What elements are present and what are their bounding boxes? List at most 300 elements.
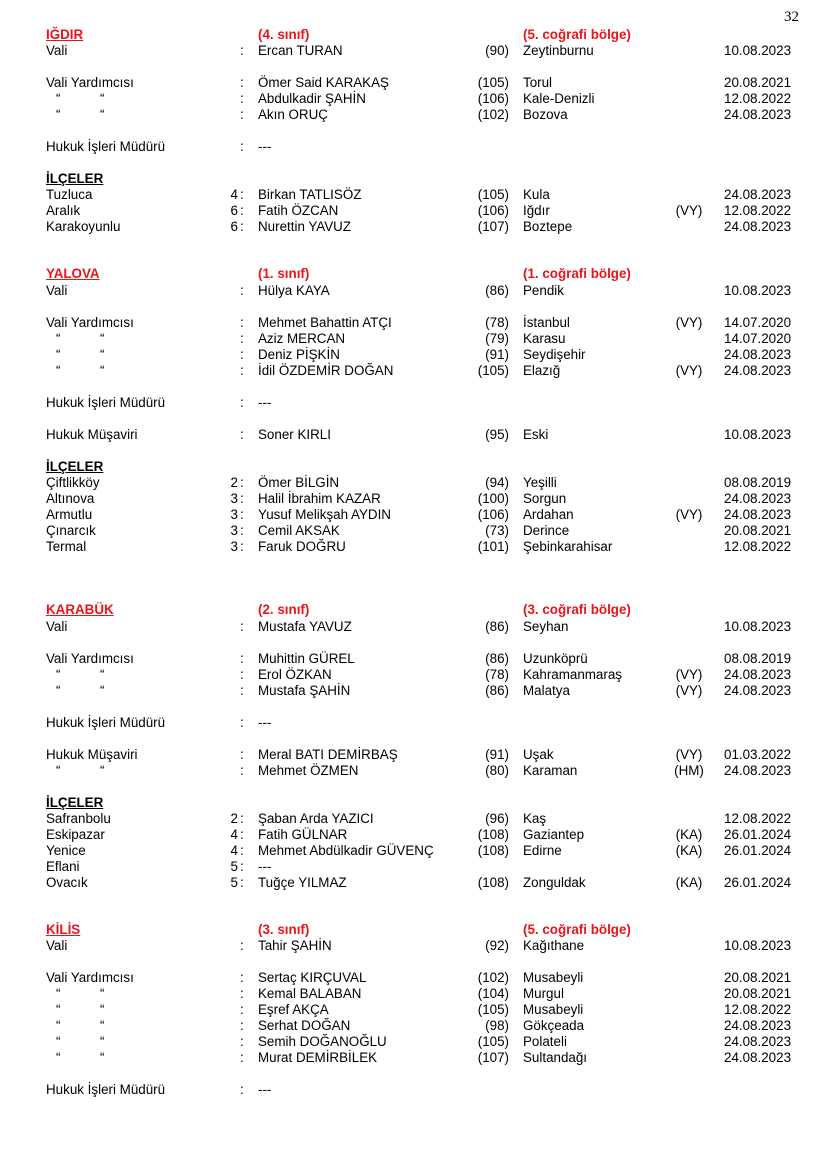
district-name: Yenice (46, 843, 86, 858)
status-tag: (VY) (675, 667, 703, 682)
official-name: --- (258, 1082, 272, 1097)
legal-affairs-director-row (0, 395, 827, 411)
grade-code: (78) (485, 315, 509, 330)
status-tag: (KA) (675, 875, 703, 890)
grade-code: (78) (485, 667, 509, 682)
grade-code: (108) (477, 843, 509, 858)
ditto-mark: “ (56, 1034, 61, 1049)
previous-post: Iğdır (523, 203, 550, 218)
district-row (0, 203, 827, 219)
appointment-date: 24.08.2023 (724, 507, 792, 522)
grade-code: (105) (477, 1002, 509, 1017)
previous-post: Polateli (523, 1034, 567, 1049)
district-row (0, 523, 827, 539)
deputy-governor-row (0, 315, 827, 331)
previous-post: Sultandağı (523, 1050, 588, 1065)
district-class-number: 3 (230, 491, 238, 506)
previous-post: Ardahan (523, 507, 574, 522)
official-name: Ömer BİLGİN (258, 475, 340, 490)
position-title: Vali (46, 43, 68, 58)
governor-row (0, 283, 827, 299)
colon-separator: : (240, 1082, 244, 1097)
appointment-date: 20.08.2021 (724, 75, 792, 90)
previous-post: Torul (523, 75, 553, 90)
previous-post: Kaş (523, 811, 547, 826)
colon-separator: : (240, 827, 244, 842)
deputy-governor-row (0, 1002, 827, 1018)
colon-separator: : (240, 491, 244, 506)
position-title: Hukuk İşleri Müdürü (46, 1082, 166, 1097)
appointment-date: 26.01.2024 (724, 843, 792, 858)
colon-separator: : (240, 683, 244, 698)
grade-code: (92) (485, 938, 509, 953)
colon-separator: : (240, 1002, 244, 1017)
districts-heading (0, 171, 827, 187)
official-name: Tahir ŞAHİN (258, 938, 332, 953)
appointment-date: 26.01.2024 (724, 827, 792, 842)
district-name: Armutlu (46, 507, 93, 522)
previous-post: Malatya (523, 683, 570, 698)
appointment-date: 20.08.2021 (724, 523, 792, 538)
previous-post: Murgul (523, 986, 564, 1001)
official-name: Birkan TATLISÖZ (258, 187, 362, 202)
grade-code: (106) (477, 507, 509, 522)
district-class-number: 5 (230, 859, 238, 874)
colon-separator: : (240, 75, 244, 90)
ditto-mark: “ (56, 107, 61, 122)
ditto-mark: “ (100, 331, 105, 346)
legal-counsel-row (0, 427, 827, 443)
deputy-governor-row (0, 683, 827, 699)
official-name: Ömer Said KARAKAŞ (258, 75, 389, 90)
appointment-date: 24.08.2023 (724, 107, 792, 122)
official-name: --- (258, 859, 272, 874)
governor-row (0, 619, 827, 635)
district-class-number: 4 (230, 843, 238, 858)
ditto-mark: “ (100, 763, 105, 778)
appointment-date: 10.08.2023 (724, 427, 792, 442)
previous-post: Karasu (523, 331, 566, 346)
ditto-mark: “ (56, 986, 61, 1001)
province-name: IĞDIR (46, 27, 84, 42)
district-row (0, 187, 827, 203)
district-row (0, 219, 827, 235)
ditto-mark: “ (56, 331, 61, 346)
position-title: Vali (46, 619, 68, 634)
districts-label: İLÇELER (46, 459, 104, 474)
official-name: Meral BATI DEMİRBAŞ (258, 747, 398, 762)
previous-post: Pendik (523, 283, 564, 298)
official-name: --- (258, 139, 272, 154)
grade-code: (86) (485, 651, 509, 666)
status-tag: (VY) (675, 747, 703, 762)
official-name: Tuğçe YILMAZ (258, 875, 347, 890)
official-name: --- (258, 715, 272, 730)
appointment-date: 24.08.2023 (724, 187, 792, 202)
grade-code: (86) (485, 619, 509, 634)
appointment-date: 24.08.2023 (724, 1018, 792, 1033)
colon-separator: : (240, 970, 244, 985)
official-name: Aziz MERCAN (258, 331, 346, 346)
ditto-mark: “ (56, 667, 61, 682)
official-name: Mehmet ÖZMEN (258, 763, 359, 778)
status-tag: (VY) (675, 507, 703, 522)
district-class-number: 2 (230, 475, 238, 490)
ditto-mark: “ (56, 347, 61, 362)
ditto-mark: “ (100, 667, 105, 682)
district-row (0, 491, 827, 507)
page-number: 32 (784, 9, 799, 25)
status-tag: (VY) (675, 363, 703, 378)
district-name: Eflani (46, 859, 80, 874)
colon-separator: : (240, 107, 244, 122)
ditto-mark: “ (100, 986, 105, 1001)
official-name: Soner KIRLI (258, 427, 331, 442)
official-name: Abdulkadir ŞAHİN (258, 91, 366, 106)
grade-code: (105) (477, 363, 509, 378)
appointment-date: 24.08.2023 (724, 491, 792, 506)
colon-separator: : (240, 715, 244, 730)
previous-post: Uzunköprü (523, 651, 588, 666)
district-name: Çınarcık (46, 523, 96, 538)
previous-post: Kahramanmaraş (523, 667, 622, 682)
province-header-kilis (0, 922, 827, 938)
appointment-date: 24.08.2023 (724, 667, 792, 682)
official-name: Fatih ÖZCAN (258, 203, 339, 218)
colon-separator: : (240, 651, 244, 666)
official-name: Erol ÖZKAN (258, 667, 332, 682)
appointment-date: 10.08.2023 (724, 619, 792, 634)
province-header-igdir (0, 27, 827, 43)
district-class-number: 3 (230, 507, 238, 522)
status-tag: (VY) (675, 683, 703, 698)
previous-post: Edirne (523, 843, 562, 858)
colon-separator: : (240, 1018, 244, 1033)
previous-post: Gaziantep (523, 827, 585, 842)
previous-post: Boztepe (523, 219, 573, 234)
position-title: Vali (46, 283, 68, 298)
ditto-mark: “ (56, 363, 61, 378)
districts-heading (0, 459, 827, 475)
position-title: Vali Yardımcısı (46, 75, 134, 90)
official-name: Eşref AKÇA (258, 1002, 329, 1017)
official-name: Ercan TURAN (258, 43, 343, 58)
appointment-date: 12.08.2022 (724, 539, 792, 554)
province-name: KİLİS (46, 922, 81, 937)
legal-affairs-director-row (0, 1082, 827, 1098)
colon-separator: : (240, 619, 244, 634)
appointment-date: 10.08.2023 (724, 938, 792, 953)
geographic-region: (5. coğrafi bölge) (523, 27, 631, 42)
grade-code: (100) (477, 491, 509, 506)
appointment-date: 24.08.2023 (724, 363, 792, 378)
grade-code: (105) (477, 187, 509, 202)
grade-code: (104) (477, 986, 509, 1001)
geographic-region: (1. coğrafi bölge) (523, 266, 631, 281)
status-tag: (VY) (675, 203, 703, 218)
grade-code: (108) (477, 875, 509, 890)
official-name: --- (258, 395, 272, 410)
district-name: Çiftlikköy (46, 475, 100, 490)
appointment-date: 24.08.2023 (724, 347, 792, 362)
ditto-mark: “ (100, 347, 105, 362)
colon-separator: : (240, 283, 244, 298)
deputy-governor-row (0, 986, 827, 1002)
legal-affairs-director-row (0, 139, 827, 155)
position-title: Hukuk Müşaviri (46, 747, 138, 762)
appointment-date: 20.08.2021 (724, 970, 792, 985)
governor-row (0, 938, 827, 954)
previous-post: Uşak (523, 747, 554, 762)
colon-separator: : (240, 523, 244, 538)
grade-code: (105) (477, 1034, 509, 1049)
legal-counsel-row (0, 763, 827, 779)
official-name: Fatih GÜLNAR (258, 827, 348, 842)
district-class-number: 6 (230, 203, 238, 218)
official-name: Mehmet Abdülkadir GÜVENÇ (258, 843, 434, 858)
position-title: Hukuk İşleri Müdürü (46, 395, 166, 410)
grade-code: (94) (485, 475, 509, 490)
previous-post: Elazığ (523, 363, 561, 378)
district-row (0, 875, 827, 891)
previous-post: Şebinkarahisar (523, 539, 613, 554)
official-name: Faruk DOĞRU (258, 539, 346, 554)
previous-post: Kale-Denizli (523, 91, 595, 106)
deputy-governor-row (0, 91, 827, 107)
colon-separator: : (240, 763, 244, 778)
official-name: Nurettin YAVUZ (258, 219, 352, 234)
grade-code: (79) (485, 331, 509, 346)
district-class-number: 3 (230, 523, 238, 538)
province-class: (4. sınıf) (258, 27, 310, 42)
grade-code: (107) (477, 219, 509, 234)
previous-post: Gökçeada (523, 1018, 585, 1033)
deputy-governor-row (0, 347, 827, 363)
previous-post: Zonguldak (523, 875, 586, 890)
appointment-date: 12.08.2022 (724, 203, 792, 218)
official-name: İdil ÖZDEMİR DOĞAN (258, 363, 394, 378)
appointment-date: 24.08.2023 (724, 763, 792, 778)
ditto-mark: “ (100, 1018, 105, 1033)
province-header-karabuk (0, 602, 827, 618)
deputy-governor-row (0, 75, 827, 91)
ditto-mark: “ (56, 763, 61, 778)
legal-counsel-row (0, 747, 827, 763)
geographic-region: (3. coğrafi bölge) (523, 602, 631, 617)
ditto-mark: “ (100, 1002, 105, 1017)
ditto-mark: “ (56, 1018, 61, 1033)
deputy-governor-row (0, 107, 827, 123)
colon-separator: : (240, 315, 244, 330)
position-title: Hukuk Müşaviri (46, 427, 138, 442)
previous-post: Kağıthane (523, 938, 585, 953)
colon-separator: : (240, 91, 244, 106)
deputy-governor-row (0, 651, 827, 667)
grade-code: (73) (485, 523, 509, 538)
ditto-mark: “ (100, 683, 105, 698)
appointment-date: 08.08.2019 (724, 475, 792, 490)
previous-post: Derince (523, 523, 570, 538)
district-row (0, 507, 827, 523)
colon-separator: : (240, 938, 244, 953)
appointment-date: 14.07.2020 (724, 315, 792, 330)
deputy-governor-row (0, 1050, 827, 1066)
district-name: Eskipazar (46, 827, 105, 842)
previous-post: Bozova (523, 107, 568, 122)
districts-label: İLÇELER (46, 171, 104, 186)
province-header-yalova (0, 266, 827, 282)
previous-post: Musabeyli (523, 970, 584, 985)
grade-code: (95) (485, 427, 509, 442)
colon-separator: : (240, 811, 244, 826)
ditto-mark: “ (100, 91, 105, 106)
colon-separator: : (240, 747, 244, 762)
district-name: Aralık (46, 203, 81, 218)
official-name: Murat DEMİRBİLEK (258, 1050, 378, 1065)
appointment-date: 08.08.2019 (724, 651, 792, 666)
districts-label: İLÇELER (46, 795, 104, 810)
legal-affairs-director-row (0, 715, 827, 731)
district-row (0, 827, 827, 843)
colon-separator: : (240, 475, 244, 490)
district-name: Karakoyunlu (46, 219, 121, 234)
deputy-governor-row (0, 1018, 827, 1034)
grade-code: (105) (477, 75, 509, 90)
grade-code: (108) (477, 827, 509, 842)
previous-post: Seydişehir (523, 347, 586, 362)
ditto-mark: “ (56, 1002, 61, 1017)
official-name: Mehmet Bahattin ATÇI (258, 315, 392, 330)
appointment-date: 12.08.2022 (724, 91, 792, 106)
district-row (0, 475, 827, 491)
grade-code: (90) (485, 43, 509, 58)
colon-separator: : (240, 1050, 244, 1065)
official-name: Akın ORUÇ (258, 107, 328, 122)
district-name: Safranbolu (46, 811, 111, 826)
district-class-number: 3 (230, 539, 238, 554)
deputy-governor-row (0, 1034, 827, 1050)
colon-separator: : (240, 539, 244, 554)
colon-separator: : (240, 219, 244, 234)
appointment-date: 12.08.2022 (724, 811, 792, 826)
appointment-date: 24.08.2023 (724, 1050, 792, 1065)
grade-code: (91) (485, 347, 509, 362)
appointment-date: 14.07.2020 (724, 331, 792, 346)
geographic-region: (5. coğrafi bölge) (523, 922, 631, 937)
ditto-mark: “ (56, 683, 61, 698)
official-name: Kemal BALABAN (258, 986, 362, 1001)
district-row (0, 811, 827, 827)
district-row (0, 859, 827, 875)
official-name: Yusuf Melikşah AYDIN (258, 507, 391, 522)
district-class-number: 6 (230, 219, 238, 234)
district-name: Termal (46, 539, 87, 554)
grade-code: (86) (485, 683, 509, 698)
grade-code: (98) (485, 1018, 509, 1033)
grade-code: (86) (485, 283, 509, 298)
grade-code: (101) (477, 539, 509, 554)
ditto-mark: “ (100, 363, 105, 378)
appointment-date: 10.08.2023 (724, 283, 792, 298)
governor-row (0, 43, 827, 59)
deputy-governor-row (0, 970, 827, 986)
position-title: Vali (46, 938, 68, 953)
colon-separator: : (240, 347, 244, 362)
district-row (0, 539, 827, 555)
deputy-governor-row (0, 363, 827, 379)
appointment-date: 01.03.2022 (724, 747, 792, 762)
colon-separator: : (240, 139, 244, 154)
district-class-number: 4 (230, 187, 238, 202)
colon-separator: : (240, 395, 244, 410)
colon-separator: : (240, 843, 244, 858)
previous-post: Eski (523, 427, 549, 442)
status-tag: (VY) (675, 315, 703, 330)
province-name: YALOVA (46, 266, 100, 281)
ditto-mark: “ (100, 107, 105, 122)
official-name: Mustafa ŞAHİN (258, 683, 351, 698)
province-class: (1. sınıf) (258, 266, 310, 281)
official-name: Şaban Arda YAZICI (258, 811, 374, 826)
official-name: Cemil AKSAK (258, 523, 340, 538)
official-name: Halil İbrahim KAZAR (258, 491, 381, 506)
ditto-mark: “ (100, 1050, 105, 1065)
colon-separator: : (240, 187, 244, 202)
district-name: Tuzluca (46, 187, 93, 202)
official-name: Semih DOĞANOĞLU (258, 1034, 387, 1049)
colon-separator: : (240, 43, 244, 58)
grade-code: (96) (485, 811, 509, 826)
previous-post: Yeşilli (523, 475, 557, 490)
appointment-date: 12.08.2022 (724, 1002, 792, 1017)
previous-post: Sorgun (523, 491, 567, 506)
grade-code: (91) (485, 747, 509, 762)
grade-code: (102) (477, 970, 509, 985)
status-tag: (HM) (674, 763, 704, 778)
deputy-governor-row (0, 331, 827, 347)
ditto-mark: “ (100, 1034, 105, 1049)
district-class-number: 4 (230, 827, 238, 842)
ditto-mark: “ (56, 1050, 61, 1065)
grade-code: (106) (477, 203, 509, 218)
grade-code: (80) (485, 763, 509, 778)
appointment-date: 26.01.2024 (724, 875, 792, 890)
districts-heading (0, 795, 827, 811)
official-name: Hülya KAYA (258, 283, 330, 298)
appointment-date: 24.08.2023 (724, 219, 792, 234)
appointment-date: 24.08.2023 (724, 1034, 792, 1049)
district-row (0, 843, 827, 859)
official-name: Serhat DOĞAN (258, 1018, 351, 1033)
district-class-number: 5 (230, 875, 238, 890)
deputy-governor-row (0, 667, 827, 683)
colon-separator: : (240, 363, 244, 378)
appointment-date: 24.08.2023 (724, 683, 792, 698)
official-name: Muhittin GÜREL (258, 651, 355, 666)
colon-separator: : (240, 667, 244, 682)
grade-code: (102) (477, 107, 509, 122)
district-name: Ovacık (46, 875, 88, 890)
district-name: Altınova (46, 491, 95, 506)
previous-post: Karaman (523, 763, 578, 778)
colon-separator: : (240, 427, 244, 442)
appointment-date: 20.08.2021 (724, 986, 792, 1001)
previous-post: Musabeyli (523, 1002, 584, 1017)
previous-post: Zeytinburnu (523, 43, 594, 58)
colon-separator: : (240, 203, 244, 218)
official-name: Deniz PİŞKİN (258, 347, 340, 362)
colon-separator: : (240, 875, 244, 890)
